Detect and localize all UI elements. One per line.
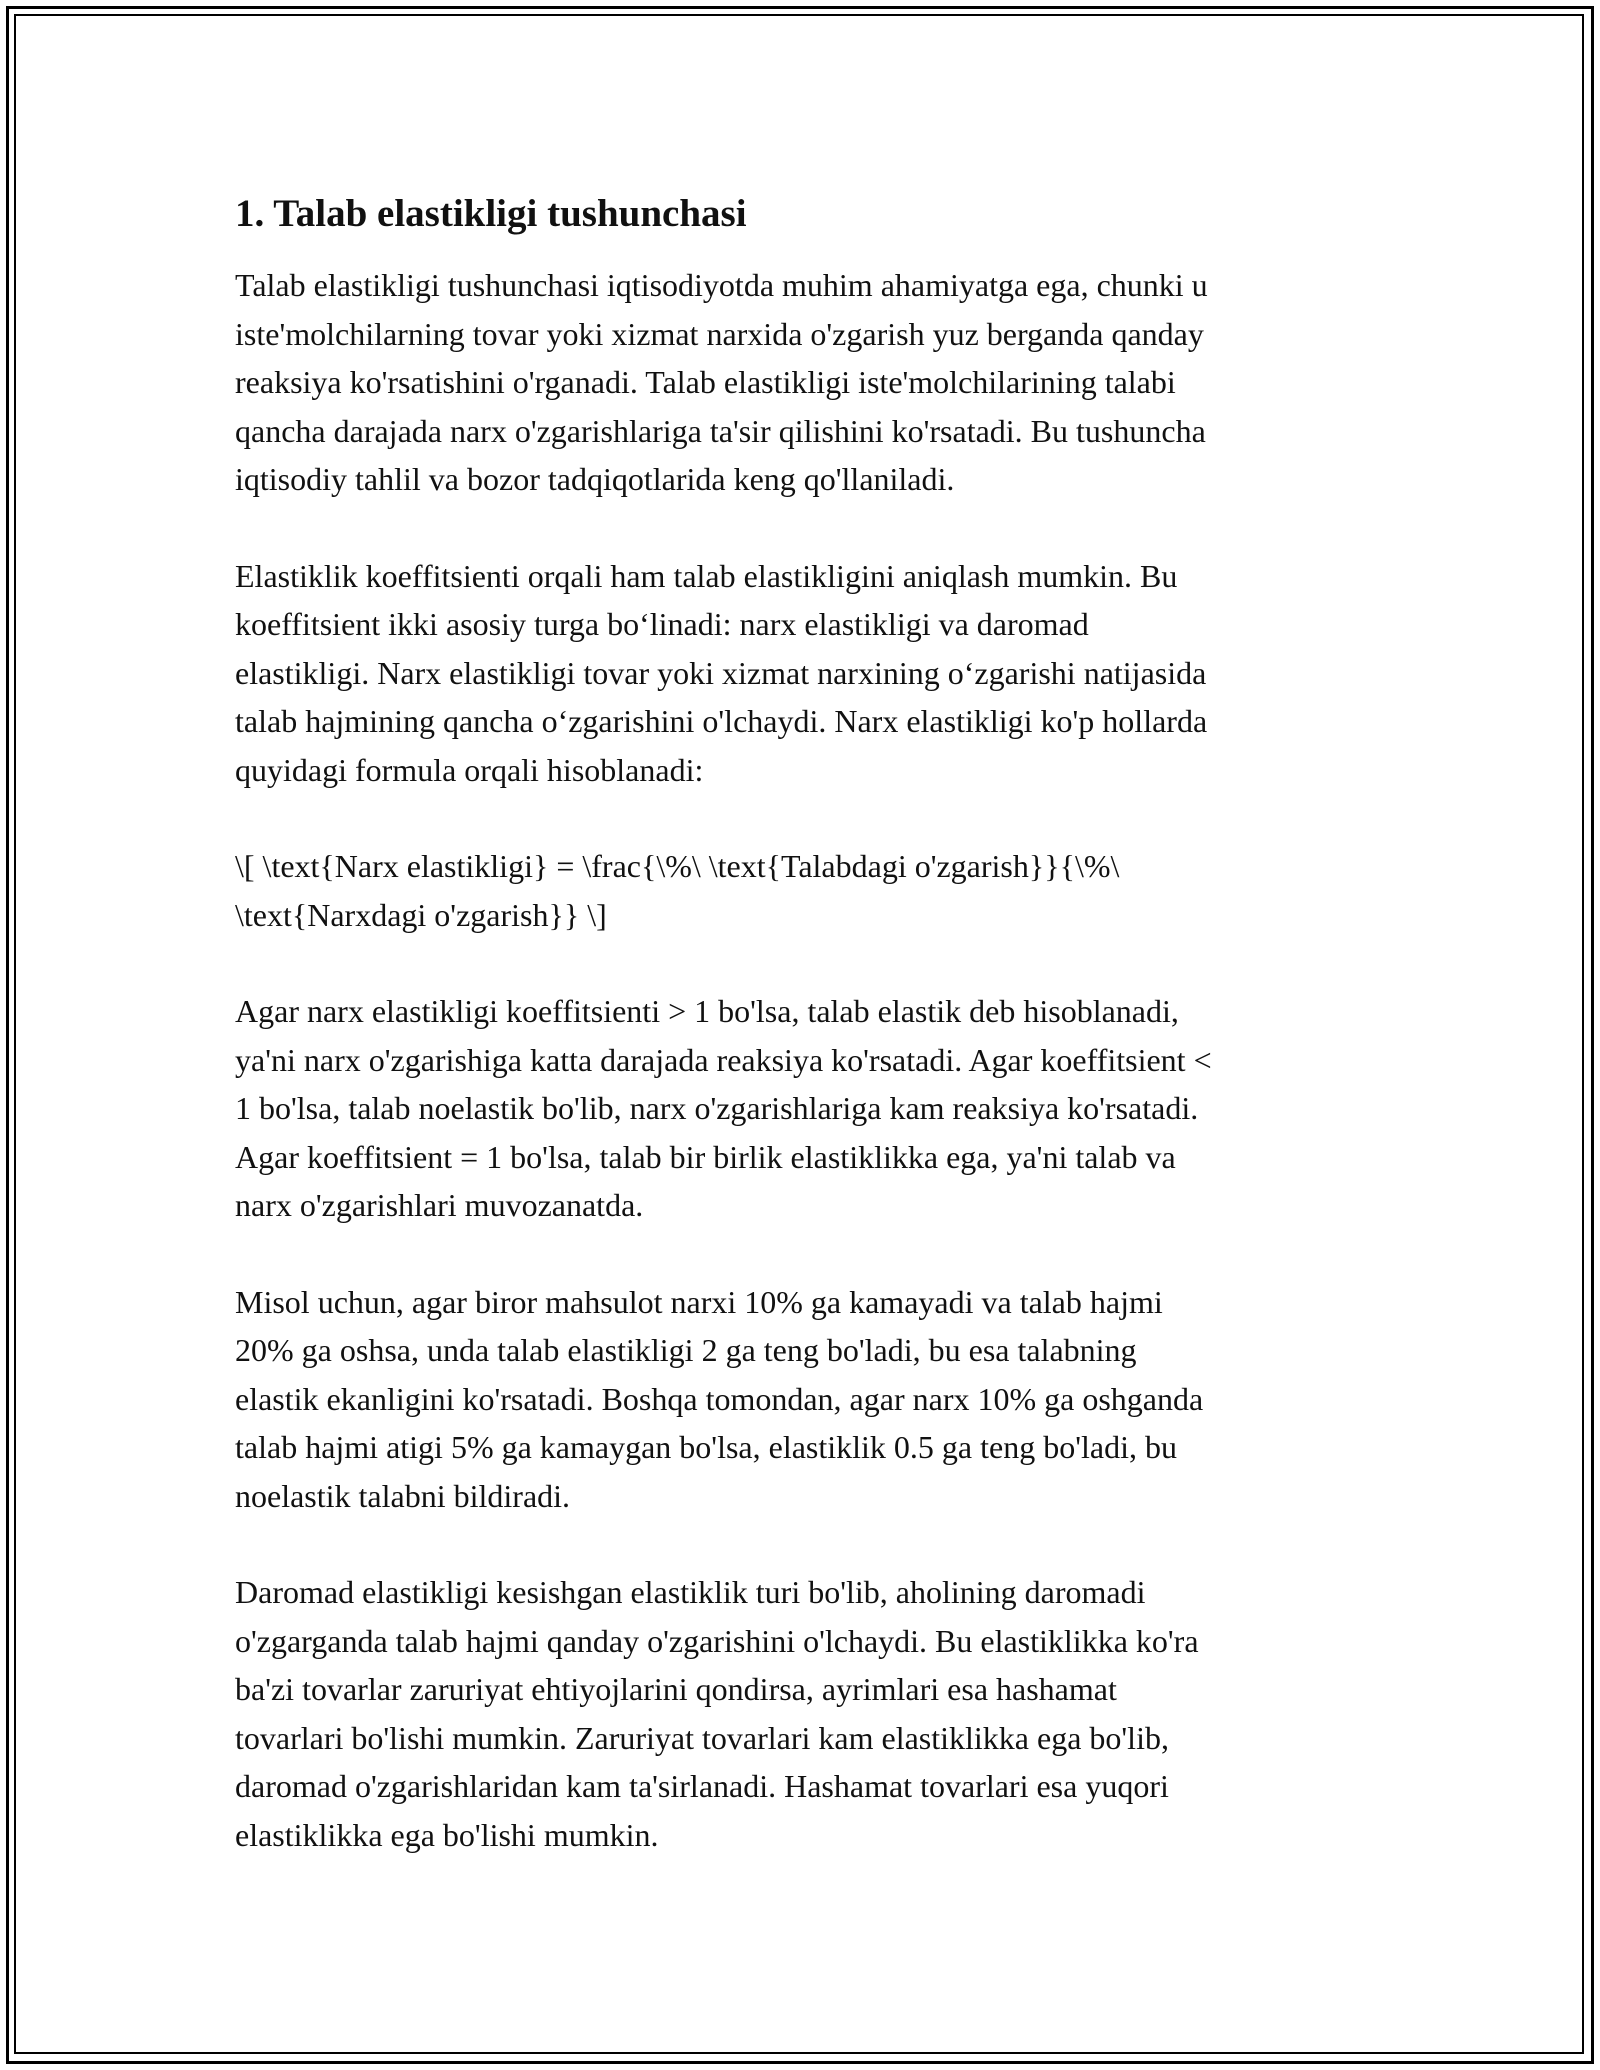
text-line: o'zgarganda talab hajmi qanday o'zgarishini o'lchaydi. Bu elastiklikka ko'ra bbox=[235, 1622, 1199, 1659]
paragraph-interpretation bbox=[235, 987, 1375, 1230]
text-line: Talab elastikligi tushunchasi iqtisodiyotda muhim ahamiyatga ega, chunki u bbox=[235, 267, 1208, 303]
text-line: narx o'zgarishlari muvozanatda. bbox=[235, 1187, 644, 1223]
text-line: iste'molchilarning tovar yoki xizmat narxida o'zgarish yuz berganda qanday bbox=[235, 315, 1204, 352]
text-line: talab hajmining qancha o‘zgarishini o'lchaydi. Narx elastikligi ko'p hollarda bbox=[235, 703, 1208, 739]
text-line: daromad o'zgarishlaridan kam ta'sirlanadi. Hashamat tovarlari esa yuqori bbox=[235, 1768, 1169, 1804]
text-line: talab hajmi atigi 5% ga kamaygan bo'lsa, elastiklik 0.5 ga teng bo'ladi, bu bbox=[235, 1429, 1177, 1465]
text-line: tovarlari bo'lishi mumkin. Zaruriyat tovarlari kam elastiklikka ega bo'lib, bbox=[235, 1719, 1169, 1756]
text-line: elastikligi. Narx elastikligi tovar yoki xizmat narxining o‘zgarishi natijasida bbox=[235, 654, 1207, 691]
paragraph-coefficient bbox=[235, 552, 1375, 795]
formula-line: \[ \text{Narx elastikligi} = \frac{\%\ \text{Talabdagi o'zgarish}}{\%\ bbox=[235, 848, 1120, 884]
text-line: elastiklikka ega bo'lishi mumkin. bbox=[235, 1816, 659, 1853]
paragraph-formula bbox=[235, 842, 1375, 939]
text-line: ba'zi tovarlar zaruriyat ehtiyojlarini qondirsa, ayrimlari esa hashamat bbox=[235, 1671, 1117, 1707]
text-line: Elastiklik koeffitsienti orqali ham talab elastikligini aniqlash mumkin. Bu bbox=[235, 557, 1178, 594]
text-line: quyidagi formula orqali hisoblanadi: bbox=[235, 751, 704, 788]
text-line: Agar koeffitsient = 1 bo'lsa, talab bir birlik elastiklikka ega, ya'ni talab va bbox=[235, 1138, 1176, 1175]
text-line: reaksiya ko'rsatishini o'rganadi. Talab elastikligi iste'molchilarining talabi bbox=[235, 364, 1176, 400]
document-body bbox=[235, 185, 1375, 1907]
section-heading: 1. Talab elastikligi tushunchasi bbox=[235, 192, 747, 235]
text-line: Agar narx elastikligi koeffitsienti > 1 bo'lsa, talab elastik deb hisoblanadi, bbox=[235, 993, 1179, 1029]
paragraph-income-elasticity bbox=[235, 1568, 1375, 1859]
text-line: noelastik talabni bildiradi. bbox=[235, 1477, 571, 1514]
text-line: iqtisodiy tahlil va bozor tadqiqotlarida keng qo'llaniladi. bbox=[235, 461, 955, 497]
text-line: qancha darajada narx o'zgarishlariga ta'sir qilishini ko'rsatadi. Bu tushuncha bbox=[235, 412, 1206, 449]
text-line: Daromad elastikligi kesishgan elastiklik turi bo'lib, aholining daromadi bbox=[235, 1574, 1146, 1610]
text-line: 20% ga oshsa, unda talab elastikligi 2 ga teng bo'ladi, bu esa talabning bbox=[235, 1332, 1137, 1368]
paragraph-example bbox=[235, 1278, 1375, 1521]
text-line: elastik ekanligini ko'rsatadi. Boshqa tomondan, agar narx 10% ga oshganda bbox=[235, 1380, 1204, 1417]
paragraph-intro bbox=[235, 261, 1375, 504]
text-line: ya'ni narx o'zgarishiga katta darajada reaksiya ko'rsatadi. Agar koeffitsient < bbox=[235, 1041, 1212, 1078]
text-line: Misol uchun, agar biror mahsulot narxi 10% ga kamayadi va talab hajmi bbox=[235, 1283, 1163, 1320]
formula-line: \text{Narxdagi o'zgarish}} \] bbox=[235, 896, 607, 933]
text-line: koeffitsient ikki asosiy turga bo‘linadi: narx elastikligi va daromad bbox=[235, 606, 1089, 642]
text-line: 1 bo'lsa, talab noelastik bo'lib, narx o'zgarishlariga kam reaksiya ko'rsatadi. bbox=[235, 1090, 1199, 1126]
